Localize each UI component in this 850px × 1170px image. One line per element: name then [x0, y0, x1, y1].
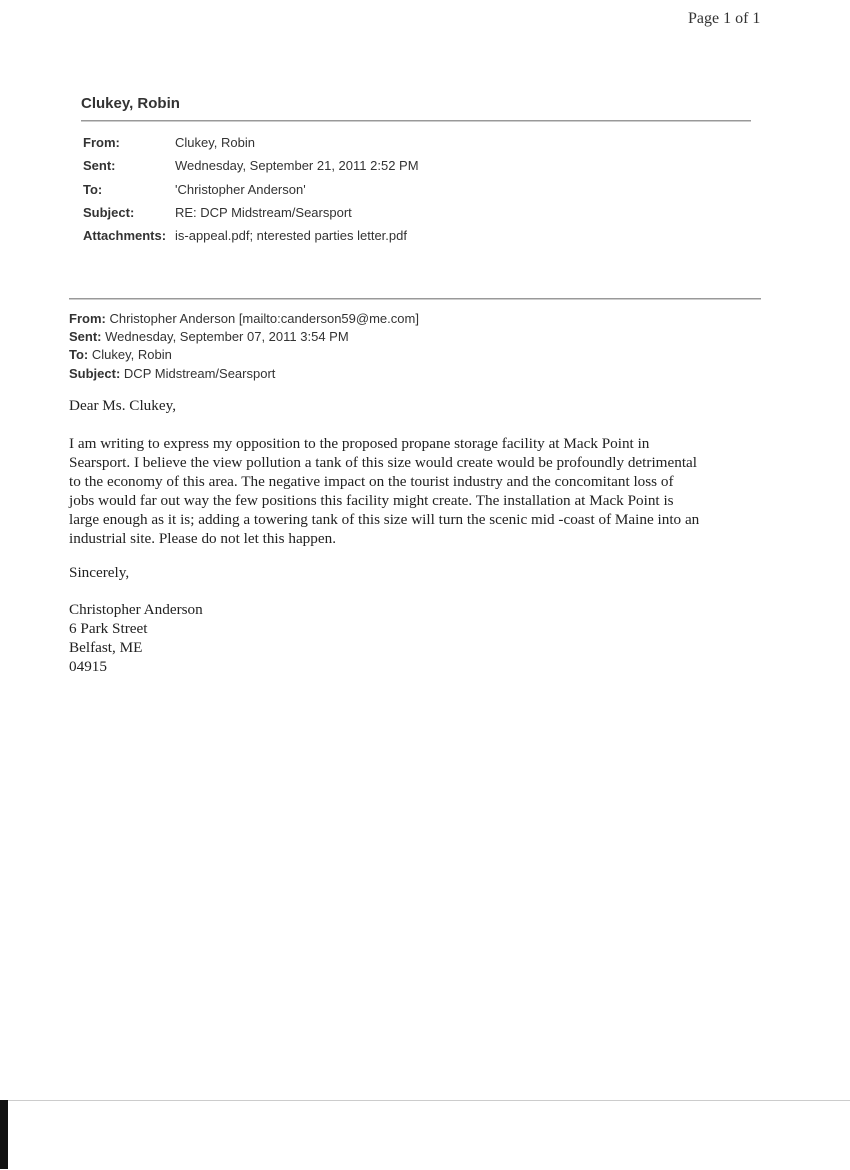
header-row-to — [83, 178, 419, 201]
header-row-subject — [83, 201, 419, 224]
header-divider — [81, 120, 751, 122]
orig-sent-value: Wednesday, September 07, 2011 3:54 PM — [105, 329, 349, 345]
orig-to-line — [69, 346, 419, 364]
orig-to-value: Clukey, Robin — [91, 347, 172, 363]
closing: Sincerely, — [69, 564, 130, 581]
to-label: To: — [83, 181, 103, 197]
original-message-header — [69, 310, 419, 383]
signature-street: 6 Park Street — [69, 620, 148, 637]
orig-subject-label: Subject: — [69, 365, 121, 381]
paragraph-line: large enough as it is; adding a towering tank of this size will turn the scenic mid -coast of Maine into an — [69, 511, 700, 528]
header-row-from — [83, 131, 419, 154]
from-value: Clukey, Robin — [175, 135, 255, 151]
orig-from-label: From: — [69, 311, 106, 326]
orig-subject-line — [69, 365, 419, 383]
from-label: From: — [83, 135, 120, 151]
sender-heading: Clukey, Robin — [81, 95, 180, 112]
sent-value: Wednesday, September 21, 2011 2:52 PM — [175, 158, 419, 174]
signature-city: Belfast, ME — [69, 639, 143, 656]
scan-bottom-edge — [0, 1100, 850, 1170]
scan-left-shadow — [0, 1100, 8, 1169]
letter-paragraph — [69, 434, 769, 548]
orig-to-label: To: — [69, 347, 89, 363]
header-row-sent — [83, 154, 419, 177]
letter-body — [69, 397, 769, 675]
email-header-table — [83, 131, 419, 247]
orig-sent-line — [69, 328, 419, 346]
orig-from-line — [69, 310, 419, 328]
to-value: 'Christopher Anderson' — [175, 181, 306, 197]
signature-name: Christopher Anderson — [69, 601, 203, 618]
attachments-value: is-appeal.pdf; nterested parties letter.pdf — [175, 228, 407, 244]
sent-label: Sent: — [83, 158, 116, 174]
orig-subject-value: DCP Midstream/Searsport — [123, 365, 276, 381]
attachments-label: Attachments: — [83, 228, 167, 244]
signature-zip: 04915 — [69, 658, 107, 675]
paragraph-line: I am writing to express my opposition to the proposed propane storage facility at Mack Point in — [69, 435, 650, 452]
subject-label: Subject: — [83, 205, 135, 221]
signature-block — [69, 600, 203, 676]
paragraph-line: industrial site. Please do not let this happen. — [69, 530, 337, 547]
header-row-attachments — [83, 224, 419, 247]
page-number: Page 1 of 1 — [688, 10, 761, 27]
greeting: Dear Ms. Clukey, — [69, 397, 176, 414]
message-divider — [69, 298, 761, 300]
subject-value: RE: DCP Midstream/Searsport — [175, 205, 352, 221]
paragraph-line: to the economy of this area. The negative impact on the tourist industry and the concomitant loss of — [69, 473, 674, 490]
orig-from-value: Christopher Anderson [mailto:canderson59@me.com] — [109, 311, 419, 326]
paragraph-line: Searsport. I believe the view pollution a tank of this size would create would be profoundly detrimental — [69, 454, 697, 471]
paragraph-line: jobs would far out way the few positions this facility might create. The installation at Mack Point is — [69, 492, 674, 509]
orig-sent-label: Sent: — [69, 329, 102, 345]
